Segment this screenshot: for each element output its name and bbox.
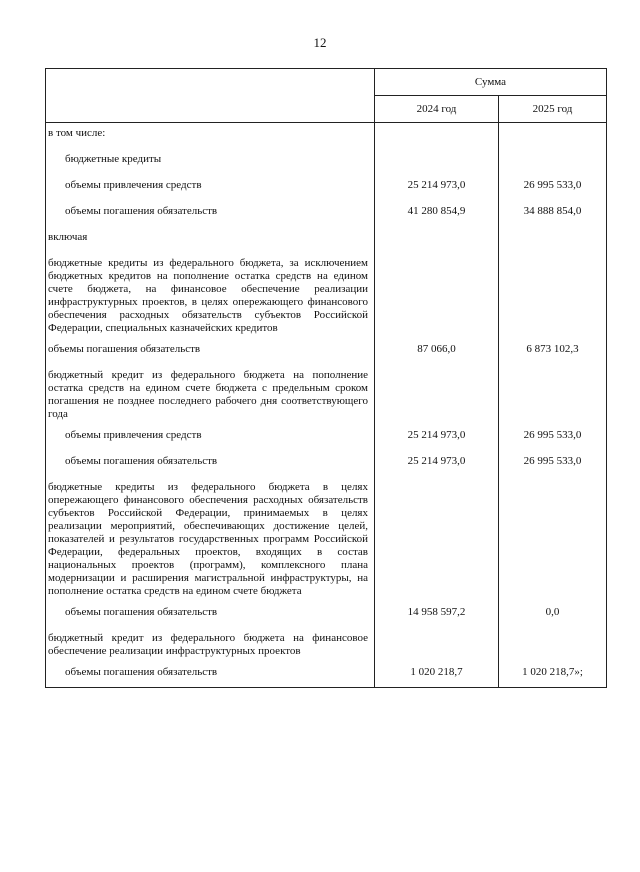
value-2024 (375, 628, 499, 662)
row-label: бюджетные кредиты (46, 149, 375, 175)
value-2024: 1 020 218,7 (375, 662, 499, 688)
table-row (46, 451, 607, 477)
value-2025: 34 888 854,0 (499, 201, 607, 227)
table-row (46, 227, 607, 253)
value-2025 (499, 477, 607, 602)
value-2024: 14 958 597,2 (375, 602, 499, 628)
value-2024 (375, 227, 499, 253)
table-row (46, 123, 607, 149)
budget-table (45, 68, 607, 688)
value-2025 (499, 149, 607, 175)
table-row (46, 628, 607, 662)
value-2024 (375, 123, 499, 149)
header-empty-cell (46, 69, 375, 123)
value-2024 (375, 365, 499, 425)
table-row (46, 365, 607, 425)
value-2024: 25 214 973,0 (375, 175, 499, 201)
value-2025: 6 873 102,3 (499, 339, 607, 365)
header-row-sum (46, 69, 607, 96)
row-label: бюджетный кредит из федерального бюджета на пополнение остатка средств на едином счете бюджета с предельным сроком погашения не позднее последнего рабочего дня соответствующего года (46, 365, 375, 425)
value-2025: 0,0 (499, 602, 607, 628)
row-label: объемы погашения обязательств (46, 602, 375, 628)
row-label: в том числе: (46, 123, 375, 149)
header-year-2025: 2025 год (499, 96, 607, 123)
table-row (46, 175, 607, 201)
row-label: бюджетные кредиты из федерального бюджета, за исключением бюджетных кредитов на пополнение остатка средств на едином счете бюджета, на финансовое обеспечение реализации инфраструктурных проектов, в целях опережающего финансового обеспечения расходных обязательств субъектов Российской Федерации, специальных казначейских кредитов (46, 253, 375, 339)
table-row (46, 477, 607, 602)
row-label: объемы привлечения средств (46, 175, 375, 201)
value-2025: 26 995 533,0 (499, 425, 607, 451)
value-2025: 26 995 533,0 (499, 451, 607, 477)
table-row (46, 201, 607, 227)
table-row (46, 425, 607, 451)
row-label: объемы погашения обязательств (46, 201, 375, 227)
table-row (46, 602, 607, 628)
row-label: бюджетные кредиты из федерального бюджета в целях опережающего финансового обеспечения расходных обязательств субъектов Российской Федерации, принимаемых в целях реализации мероприятий, обеспечивающих достижение целей, показателей и результатов государственных программ Российской Федерации, федеральных проектов, входящих в состав национальных проектов (программ), комплексного плана модернизации и расширения магистральной инфраструктуры, на пополнение остатка средств на едином счете бюджета (46, 477, 375, 602)
row-label: объемы погашения обязательств (46, 451, 375, 477)
value-2025 (499, 365, 607, 425)
table-row (46, 339, 607, 365)
value-2025 (499, 253, 607, 339)
value-2024: 87 066,0 (375, 339, 499, 365)
value-2024 (375, 149, 499, 175)
row-label: бюджетный кредит из федерального бюджета на финансовое обеспечение реализации инфраструктурных проектов (46, 628, 375, 662)
table-row (46, 662, 607, 688)
value-2024: 41 280 854,9 (375, 201, 499, 227)
value-2025 (499, 123, 607, 149)
value-2024: 25 214 973,0 (375, 451, 499, 477)
row-label: объемы привлечения средств (46, 425, 375, 451)
value-2024: 25 214 973,0 (375, 425, 499, 451)
row-label: объемы погашения обязательств (46, 662, 375, 688)
value-2024 (375, 477, 499, 602)
value-2025 (499, 227, 607, 253)
header-sum: Сумма (375, 69, 607, 96)
value-2025 (499, 628, 607, 662)
header-year-2024: 2024 год (375, 96, 499, 123)
table-row (46, 253, 607, 339)
value-2025: 26 995 533,0 (499, 175, 607, 201)
value-2024 (375, 253, 499, 339)
table-row (46, 149, 607, 175)
row-label: объемы погашения обязательств (46, 339, 375, 365)
value-2025: 1 020 218,7»; (499, 662, 607, 688)
page-number: 12 (313, 35, 327, 50)
row-label: включая (46, 227, 375, 253)
